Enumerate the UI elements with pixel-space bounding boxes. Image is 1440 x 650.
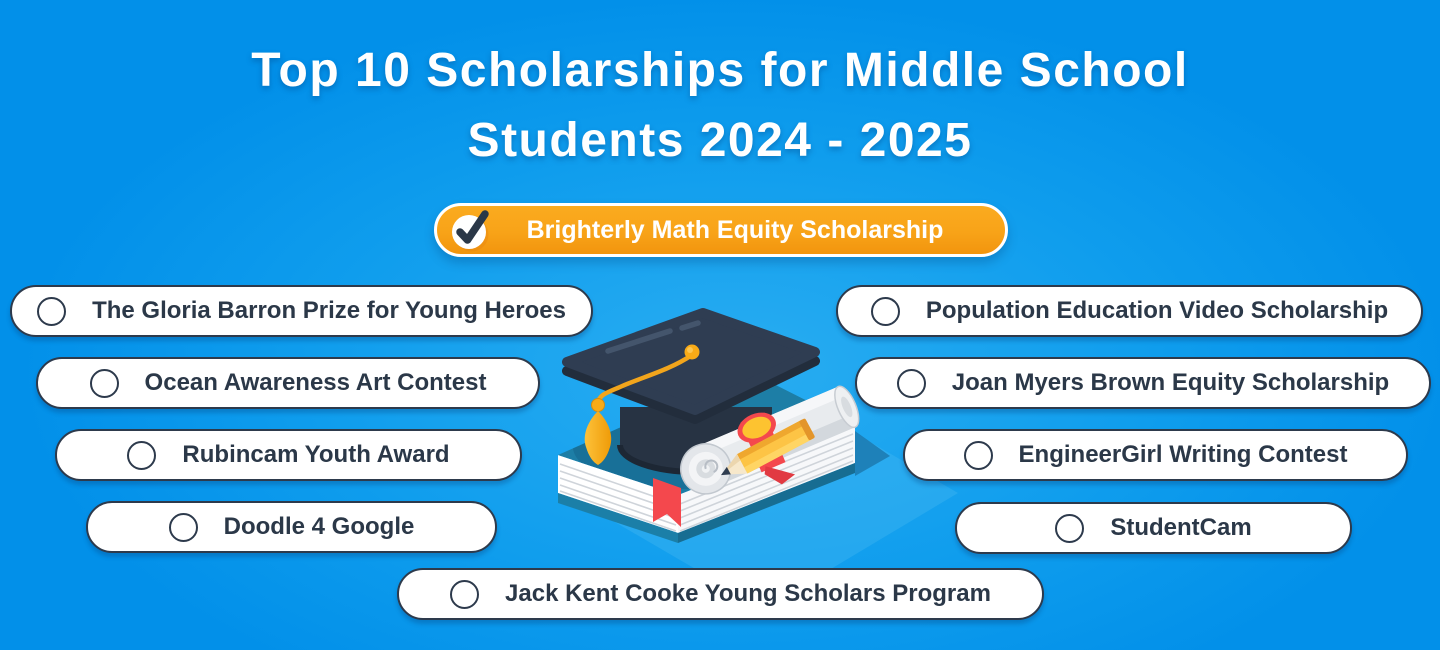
pill-joan-myers-brown-equity[interactable] xyxy=(855,357,1431,409)
pill-studentcam[interactable] xyxy=(955,502,1352,554)
pill-doodle-4-google[interactable] xyxy=(86,501,497,553)
pill-gloria-barron-prize[interactable] xyxy=(10,285,593,337)
pill-label: Brighterly Math Equity Scholarship xyxy=(526,215,944,244)
radio-circle-icon xyxy=(37,297,66,326)
pill-jack-kent-cooke-young-scholars[interactable] xyxy=(397,568,1044,620)
pill-population-education-video[interactable] xyxy=(836,285,1423,337)
page-title-line2: Students 2024 - 2025 xyxy=(467,114,973,167)
radio-circle-icon xyxy=(90,369,119,398)
pill-engineergirl-writing-contest[interactable] xyxy=(903,429,1408,481)
radio-circle-icon xyxy=(964,441,993,470)
pill-rubincam-youth-award[interactable] xyxy=(55,429,522,481)
pill-ocean-awareness-art-contest[interactable] xyxy=(36,357,540,409)
radio-circle-icon xyxy=(897,369,926,398)
pill-label: Joan Myers Brown Equity Scholarship xyxy=(951,369,1390,396)
pill-label: Jack Kent Cooke Young Scholars Program xyxy=(505,580,991,607)
pill-label: Ocean Awareness Art Contest xyxy=(144,369,487,396)
radio-circle-icon xyxy=(1055,514,1084,543)
radio-circle-icon xyxy=(169,513,198,542)
pill-label: Doodle 4 Google xyxy=(223,513,415,540)
radio-circle-icon xyxy=(127,441,156,470)
radio-circle-icon xyxy=(450,580,479,609)
pill-label: EngineerGirl Writing Contest xyxy=(1018,441,1348,468)
pill-label: The Gloria Barron Prize for Young Heroes xyxy=(92,297,566,324)
pill-brighterly-math-equity[interactable] xyxy=(434,203,1008,257)
check-icon xyxy=(449,206,495,254)
pill-label: Rubincam Youth Award xyxy=(182,441,450,468)
page-title xyxy=(0,36,1440,176)
radio-circle-icon xyxy=(871,297,900,326)
page-title-line1: Top 10 Scholarships for Middle School xyxy=(251,44,1189,97)
pill-label: StudentCam xyxy=(1110,514,1252,541)
pill-label: Population Education Video Scholarship xyxy=(925,297,1389,324)
